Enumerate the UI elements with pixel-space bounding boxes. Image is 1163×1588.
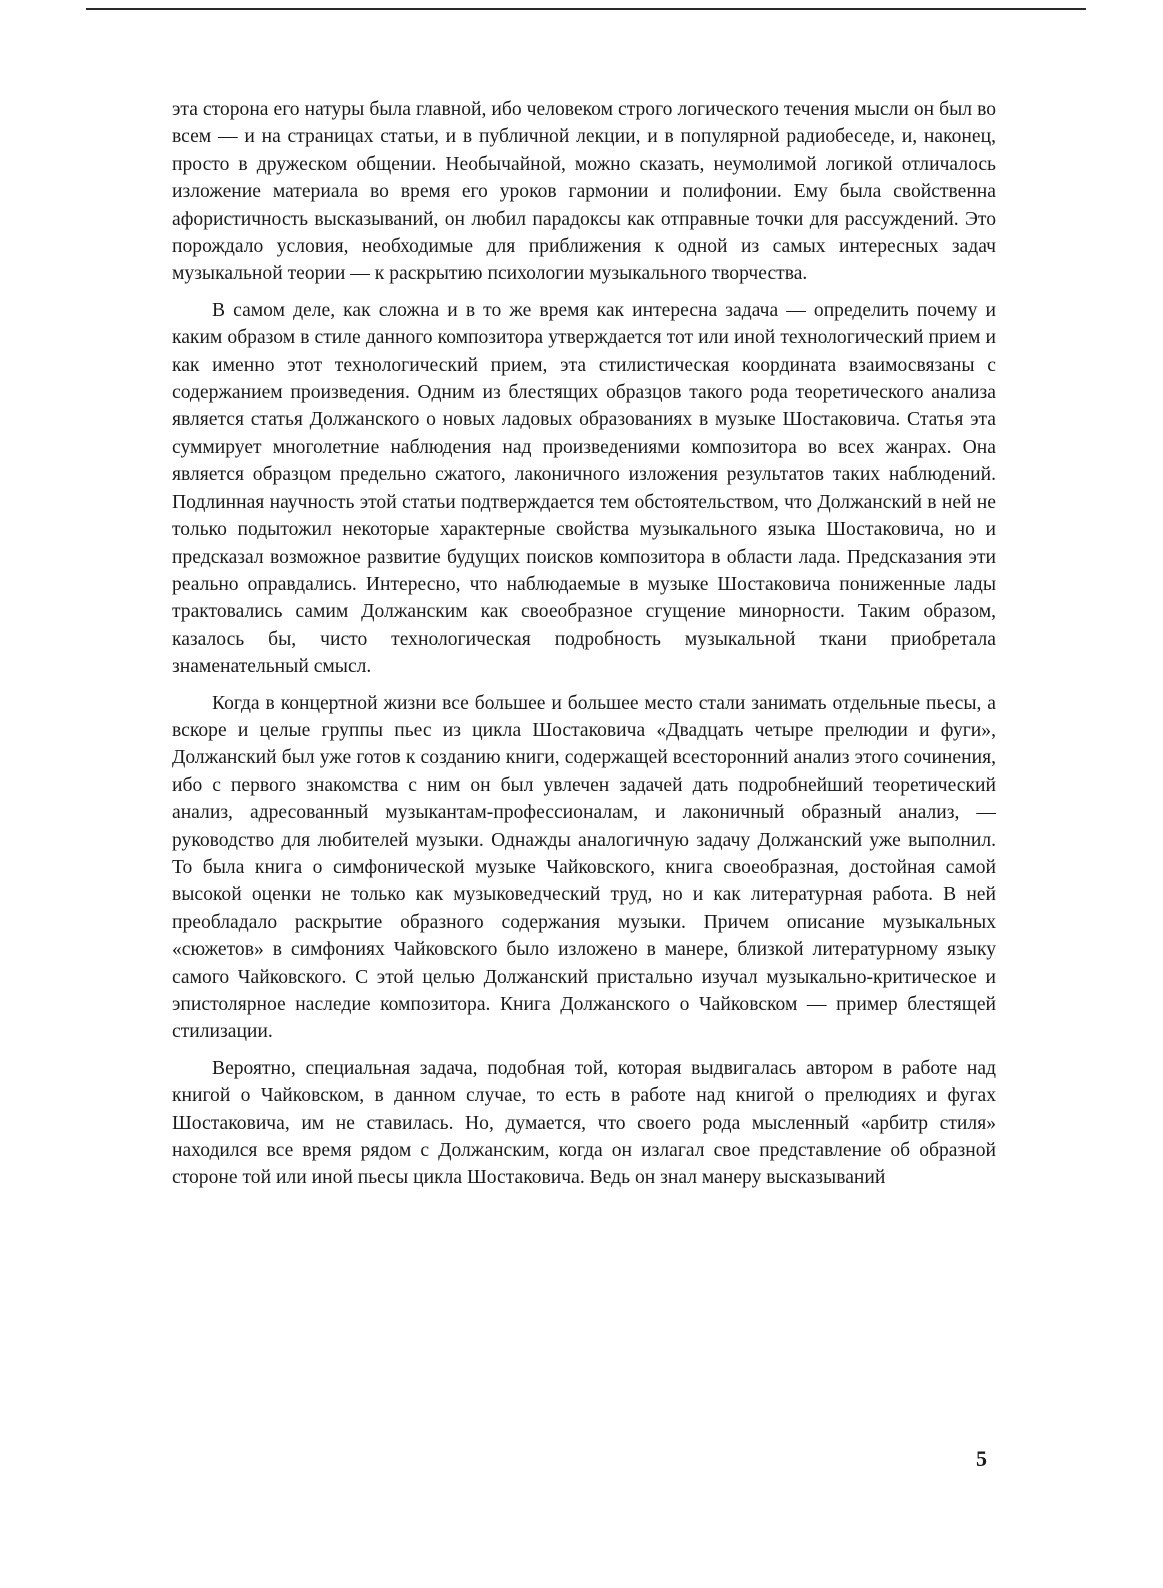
paragraph: Когда в концертной жизни все большее и большее место стали занимать отдельные пьесы, а вскоре и целые группы пьес из цикла Шостаковича «Двадцать четыре прелюдии и фуги», Должанский был уже готов к созданию книги, содержащей всесторонний анализ этого сочинения, ибо с первого знакомства с ним он был увлечен задачей дать подробнейший теоретический анализ, адресованный музыкантам-профессионалам, и лаконичный образный анализ, — руководство для любителей музыки. Однажды аналогичную задачу Должанский уже выполнил. То была книга о симфонической музыке Чайковского, книга своеобразная, достойная самой высокой оценки не только как музыковедческий труд, но и как литературная работа. В ней преобладало раскрытие образного содержания музыки. Причем описание музыкальных «сюжетов» в симфониях Чайковского было изложено в манере, близкой литературному языку самого Чайковского. С этой целью Должанский пристально изучал музыкально-критическое и эпистолярное наследие композитора. Книга Должанского о Чайковском — пример блестящей стилизации.	[172, 692, 996, 1043]
paragraph: Вероятно, специальная задача, подобная той, которая выдвигалась автором в работе над книгой о Чайковском, в данном случае, то есть в работе над книгой о прелюдиях и фугах Шостаковича, им не ставилась. Но, думается, что своего рода мысленный «арбитр стиля» находился все время рядом с Должанским, когда он излагал свое представление об образной стороне той или иной пьесы цикла Шостаковича. Ведь он знал манеру высказываний	[172, 1057, 996, 1189]
paragraph-continued: эта сторона его натуры была главной, ибо человеком строго логического течения мысли он был во всем — и на страницах статьи, и в публичной лекции, и в популярной радиобеседе, и, наконец, просто в дружеском общении. Необычайной, можно сказать, неумолимой логикой отличалось изложение материала во время его уроков гармонии и полифонии. Ему была свойственна афористичность высказываний, он любил парадоксы как отправные точки для рассуждений. Это порождало условия, необходимые для приближения к одной из самых интересных задач музыкальной теории — к раскрытию психологии музыкального творчества.	[172, 99, 996, 285]
top-rule-divider	[86, 8, 1086, 10]
paragraph: В самом деле, как сложна и в то же время как интересна задача — определить почему и каким образом в стиле данного композитора утверждается тот или иной технологический прием и как именно этот технологический прием, эта стилистическая координата взаимосвязаны с содержанием произведения. Одним из блестящих образцов такого рода теоретического анализа является статья Должанского о новых ладовых образованиях в музыке Шостаковича. Статья эта суммирует многолетние наблюдения над произведениями композитора во всех жанрах. Она является образцом предельно сжатого, лаконичного изложения результатов таких наблюдений. Подлинная научность этой статьи подтверждается тем обстоятельством, что Должанский в ней не только подытожил некоторые характерные свойства музыкального языка Шостаковича, но и предсказал возможное развитие будущих поисков композитора в области лада. Предсказания эти реально оправдались. Интересно, что наблюдаемые в музыке Шостаковича пониженные лады трактовались самим Должанским как своеобразное сгущение минорности. Таким образом, казалось бы, чисто технологическая подробность музыкальной ткани приобретала знаменательный смысл.	[172, 299, 996, 678]
page-number: 5	[976, 1446, 987, 1471]
body-text	[172, 96, 996, 1192]
